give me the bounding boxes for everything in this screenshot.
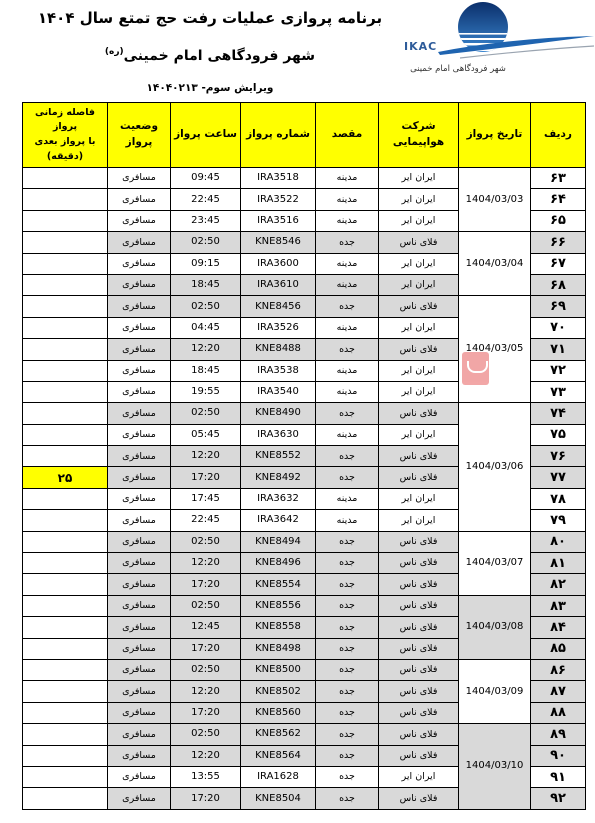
destination-cell: مدینه (316, 274, 379, 295)
column-header-gap-to-next: فاصله زمانی پرواز با پرواز بعدی (دقیقه) (23, 103, 108, 168)
gap-to-next-cell (23, 574, 108, 595)
gap-to-next-cell (23, 531, 108, 552)
row-number-cell: ۷۷ (531, 467, 586, 488)
row-number-cell: ۷۳ (531, 381, 586, 402)
flight-number-cell: KNE8456 (241, 296, 316, 317)
flight-time-cell: 12:45 (171, 617, 241, 638)
flight-status-cell: مسافری (108, 296, 171, 317)
table-row (23, 232, 586, 253)
gap-to-next-cell (23, 745, 108, 766)
row-number-cell: ۸۸ (531, 702, 586, 723)
column-header-flight-time: ساعت پرواز (171, 103, 241, 168)
flight-time-cell: 13:55 (171, 766, 241, 787)
gap-to-next-cell (23, 724, 108, 745)
gap-to-next-cell (23, 317, 108, 338)
subtitle-text: شهر فرودگاهی امام خمینی (123, 48, 316, 64)
flight-status-cell: مسافری (108, 488, 171, 509)
airline-cell: فلای ناس (379, 296, 459, 317)
airline-cell: ایران ایر (379, 317, 459, 338)
airline-cell: ایران ایر (379, 424, 459, 445)
gap-to-next-cell (23, 424, 108, 445)
airline-cell: فلای ناس (379, 446, 459, 467)
gap-to-next-cell (23, 253, 108, 274)
flight-status-cell: مسافری (108, 424, 171, 445)
airline-cell: ایران ایر (379, 381, 459, 402)
flight-status-cell: مسافری (108, 766, 171, 787)
destination-cell: جده (316, 724, 379, 745)
flight-time-cell: 17:45 (171, 488, 241, 509)
flight-time-cell: 12:20 (171, 681, 241, 702)
row-number-cell: ۸۳ (531, 595, 586, 616)
destination-cell: جده (316, 659, 379, 680)
flight-status-cell: مسافری (108, 339, 171, 360)
flight-time-cell: 22:45 (171, 510, 241, 531)
flight-number-cell: IRA3600 (241, 253, 316, 274)
flight-time-cell: 17:20 (171, 788, 241, 809)
airline-cell: فلای ناس (379, 403, 459, 424)
flight-time-cell: 17:20 (171, 638, 241, 659)
flight-status-cell: مسافری (108, 681, 171, 702)
gap-to-next-cell: ۲۵ (23, 467, 108, 488)
flight-number-cell: KNE8558 (241, 617, 316, 638)
flight-status-cell: مسافری (108, 510, 171, 531)
flight-date-cell: 1404/03/09 (459, 659, 531, 723)
row-number-cell: ۸۷ (531, 681, 586, 702)
flight-number-cell: KNE8562 (241, 724, 316, 745)
airline-cell: فلای ناس (379, 553, 459, 574)
row-number-cell: ۷۱ (531, 339, 586, 360)
destination-cell: مدینه (316, 317, 379, 338)
destination-cell: جده (316, 702, 379, 723)
destination-cell: مدینه (316, 488, 379, 509)
destination-cell: جده (316, 638, 379, 659)
flight-number-cell: KNE8560 (241, 702, 316, 723)
flight-date-cell: 1404/03/06 (459, 403, 531, 531)
watermark-stamp (462, 352, 489, 385)
row-number-cell: ۷۴ (531, 403, 586, 424)
flight-status-cell: مسافری (108, 253, 171, 274)
flight-time-cell: 18:45 (171, 360, 241, 381)
flight-number-cell: KNE8488 (241, 339, 316, 360)
subtitle-honorific: (ره) (104, 47, 124, 57)
airport-city-subtitle (30, 47, 390, 64)
column-header-flight-status: وضعیت پرواز (108, 103, 171, 168)
destination-cell: جده (316, 574, 379, 595)
flight-number-cell: IRA3642 (241, 510, 316, 531)
gap-to-next-cell (23, 788, 108, 809)
flight-status-cell: مسافری (108, 232, 171, 253)
gap-to-next-cell (23, 638, 108, 659)
gap-to-next-cell (23, 274, 108, 295)
flight-time-cell: 18:45 (171, 274, 241, 295)
flight-status-cell: مسافری (108, 210, 171, 231)
flight-time-cell: 17:20 (171, 702, 241, 723)
gap-to-next-cell (23, 381, 108, 402)
gap-to-next-cell (23, 488, 108, 509)
destination-cell: مدینه (316, 253, 379, 274)
flight-time-cell: 17:20 (171, 467, 241, 488)
airline-cell: ایران ایر (379, 360, 459, 381)
airline-cell: فلای ناس (379, 659, 459, 680)
destination-cell: مدینه (316, 189, 379, 210)
row-number-cell: ۷۶ (531, 446, 586, 467)
gap-to-next-cell (23, 360, 108, 381)
flight-number-cell: KNE8498 (241, 638, 316, 659)
flight-number-cell: IRA1628 (241, 766, 316, 787)
flight-time-cell: 12:20 (171, 339, 241, 360)
ikac-logo (400, 0, 595, 82)
flight-status-cell: مسافری (108, 403, 171, 424)
destination-cell: مدینه (316, 210, 379, 231)
table-header-row (23, 103, 586, 168)
airline-cell: فلای ناس (379, 467, 459, 488)
flight-number-cell: IRA3518 (241, 168, 316, 189)
gap-to-next-cell (23, 510, 108, 531)
row-number-cell: ۸۵ (531, 638, 586, 659)
flight-status-cell: مسافری (108, 360, 171, 381)
gap-to-next-cell (23, 766, 108, 787)
destination-cell: جده (316, 595, 379, 616)
flight-time-cell: 23:45 (171, 210, 241, 231)
flight-number-cell: KNE8564 (241, 745, 316, 766)
destination-cell: مدینه (316, 360, 379, 381)
flight-status-cell: مسافری (108, 659, 171, 680)
destination-cell: جده (316, 531, 379, 552)
row-number-cell: ۸۰ (531, 531, 586, 552)
flight-time-cell: 02:50 (171, 232, 241, 253)
row-number-cell: ۷۲ (531, 360, 586, 381)
row-number-cell: ۷۰ (531, 317, 586, 338)
gap-to-next-cell (23, 403, 108, 424)
destination-cell: جده (316, 766, 379, 787)
flight-status-cell: مسافری (108, 189, 171, 210)
flight-status-cell: مسافری (108, 745, 171, 766)
flight-date-cell: 1404/03/03 (459, 168, 531, 232)
destination-cell: جده (316, 403, 379, 424)
airline-cell: ایران ایر (379, 253, 459, 274)
flight-time-cell: 19:55 (171, 381, 241, 402)
row-number-cell: ۶۷ (531, 253, 586, 274)
flight-time-cell: 12:20 (171, 446, 241, 467)
flight-schedule-table (22, 102, 586, 810)
airline-cell: ایران ایر (379, 488, 459, 509)
table-row (23, 296, 586, 317)
flight-number-cell: IRA3526 (241, 317, 316, 338)
flight-number-cell: IRA3630 (241, 424, 316, 445)
flight-number-cell: KNE8490 (241, 403, 316, 424)
flight-number-cell: KNE8556 (241, 595, 316, 616)
destination-cell: مدینه (316, 381, 379, 402)
row-number-cell: ۹۱ (531, 766, 586, 787)
flight-date-cell: 1404/03/04 (459, 232, 531, 296)
flight-status-cell: مسافری (108, 702, 171, 723)
flight-number-cell: KNE8500 (241, 659, 316, 680)
destination-cell: جده (316, 745, 379, 766)
destination-cell: جده (316, 232, 379, 253)
flight-number-cell: IRA3540 (241, 381, 316, 402)
airline-cell: فلای ناس (379, 702, 459, 723)
table-row (23, 724, 586, 745)
destination-cell: جده (316, 553, 379, 574)
flight-time-cell: 02:50 (171, 403, 241, 424)
flight-number-cell: IRA3610 (241, 274, 316, 295)
flight-time-cell: 04:45 (171, 317, 241, 338)
flight-status-cell: مسافری (108, 553, 171, 574)
flight-status-cell: مسافری (108, 638, 171, 659)
row-number-cell: ۶۵ (531, 210, 586, 231)
flight-status-cell: مسافری (108, 446, 171, 467)
flight-date-cell: 1404/03/10 (459, 724, 531, 810)
row-number-cell: ۷۵ (531, 424, 586, 445)
airline-cell: فلای ناس (379, 638, 459, 659)
flight-number-cell: IRA3516 (241, 210, 316, 231)
row-number-cell: ۸۶ (531, 659, 586, 680)
row-number-cell: ۹۲ (531, 788, 586, 809)
flight-number-cell: IRA3632 (241, 488, 316, 509)
flight-status-cell: مسافری (108, 574, 171, 595)
row-number-cell: ۶۳ (531, 168, 586, 189)
gap-to-next-cell (23, 339, 108, 360)
table-row (23, 168, 586, 189)
flight-number-cell: KNE8504 (241, 788, 316, 809)
flight-time-cell: 02:50 (171, 659, 241, 680)
airline-cell: فلای ناس (379, 595, 459, 616)
flight-time-cell: 05:45 (171, 424, 241, 445)
row-number-cell: ۷۸ (531, 488, 586, 509)
airline-cell: ایران ایر (379, 510, 459, 531)
destination-cell: جده (316, 446, 379, 467)
destination-cell: جده (316, 296, 379, 317)
column-header-airline: شرکت هواپیمایی (379, 103, 459, 168)
row-number-cell: ۹۰ (531, 745, 586, 766)
destination-cell: جده (316, 339, 379, 360)
airline-cell: فلای ناس (379, 531, 459, 552)
flight-number-cell: IRA3538 (241, 360, 316, 381)
flight-number-cell: KNE8494 (241, 531, 316, 552)
gap-to-next-cell (23, 296, 108, 317)
row-number-cell: ۶۶ (531, 232, 586, 253)
table-row (23, 403, 586, 424)
logo-caption: شهر فرودگاهی امام خمینی (410, 64, 506, 74)
destination-cell: مدینه (316, 424, 379, 445)
flight-status-cell: مسافری (108, 274, 171, 295)
destination-cell: جده (316, 467, 379, 488)
airline-cell: ایران ایر (379, 210, 459, 231)
gap-to-next-cell (23, 659, 108, 680)
flight-time-cell: 12:20 (171, 553, 241, 574)
flight-date-cell: 1404/03/08 (459, 595, 531, 659)
flight-status-cell: مسافری (108, 617, 171, 638)
table-body (23, 168, 586, 810)
gap-to-next-cell (23, 681, 108, 702)
version-label: ویرایش سوم- ۱۴۰۴۰۲۱۳ (146, 82, 274, 94)
page-title: برنامه پروازی عملیات رفت حج تمتع سال ۱۴۰۴ (37, 9, 383, 27)
column-header-destination: مقصد (316, 103, 379, 168)
flight-number-cell: KNE8502 (241, 681, 316, 702)
row-number-cell: ۶۹ (531, 296, 586, 317)
flight-time-cell: 17:20 (171, 574, 241, 595)
flight-status-cell: مسافری (108, 381, 171, 402)
airline-cell: فلای ناس (379, 574, 459, 595)
flight-time-cell: 12:20 (171, 745, 241, 766)
airline-cell: ایران ایر (379, 766, 459, 787)
column-header-flight-date: تاریخ پرواز (459, 103, 531, 168)
row-number-cell: ۶۴ (531, 189, 586, 210)
airline-cell: ایران ایر (379, 274, 459, 295)
flight-status-cell: مسافری (108, 168, 171, 189)
airline-cell: فلای ناس (379, 617, 459, 638)
flight-status-cell: مسافری (108, 788, 171, 809)
gap-to-next-cell (23, 232, 108, 253)
airline-cell: ایران ایر (379, 168, 459, 189)
airline-cell: فلای ناس (379, 745, 459, 766)
airline-cell: فلای ناس (379, 788, 459, 809)
logo-wordmark: IKAC (404, 40, 438, 53)
airline-cell: فلای ناس (379, 232, 459, 253)
gap-to-next-cell (23, 595, 108, 616)
gap-to-next-cell (23, 210, 108, 231)
flight-status-cell: مسافری (108, 724, 171, 745)
gap-to-next-cell (23, 189, 108, 210)
airline-cell: فلای ناس (379, 724, 459, 745)
flight-status-cell: مسافری (108, 317, 171, 338)
flight-status-cell: مسافری (108, 595, 171, 616)
destination-cell: مدینه (316, 510, 379, 531)
row-number-cell: ۸۹ (531, 724, 586, 745)
table-row (23, 595, 586, 616)
row-number-cell: ۸۱ (531, 553, 586, 574)
flight-time-cell: 02:50 (171, 531, 241, 552)
flight-number-cell: KNE8546 (241, 232, 316, 253)
gap-to-next-cell (23, 446, 108, 467)
flight-time-cell: 02:50 (171, 296, 241, 317)
flight-time-cell: 02:50 (171, 724, 241, 745)
flight-number-cell: KNE8554 (241, 574, 316, 595)
gap-to-next-cell (23, 168, 108, 189)
flight-status-cell: مسافری (108, 467, 171, 488)
row-number-cell: ۷۹ (531, 510, 586, 531)
airline-cell: فلای ناس (379, 681, 459, 702)
flight-number-cell: IRA3522 (241, 189, 316, 210)
destination-cell: مدینه (316, 168, 379, 189)
destination-cell: جده (316, 788, 379, 809)
table-row (23, 659, 586, 680)
flight-time-cell: 22:45 (171, 189, 241, 210)
flight-date-cell: 1404/03/05 (459, 296, 531, 403)
flight-date-cell: 1404/03/07 (459, 531, 531, 595)
gap-to-next-cell (23, 702, 108, 723)
destination-cell: جده (316, 681, 379, 702)
table-row (23, 531, 586, 552)
column-header-row-number: ردیف (531, 103, 586, 168)
flight-time-cell: 02:50 (171, 595, 241, 616)
gap-to-next-cell (23, 617, 108, 638)
airline-cell: ایران ایر (379, 189, 459, 210)
row-number-cell: ۸۴ (531, 617, 586, 638)
flight-number-cell: KNE8492 (241, 467, 316, 488)
flight-time-cell: 09:45 (171, 168, 241, 189)
column-header-flight-number: شماره پرواز (241, 103, 316, 168)
airline-cell: فلای ناس (379, 339, 459, 360)
flight-time-cell: 09:15 (171, 253, 241, 274)
flight-number-cell: KNE8552 (241, 446, 316, 467)
flight-status-cell: مسافری (108, 531, 171, 552)
destination-cell: جده (316, 617, 379, 638)
flight-number-cell: KNE8496 (241, 553, 316, 574)
row-number-cell: ۶۸ (531, 274, 586, 295)
gap-to-next-cell (23, 553, 108, 574)
row-number-cell: ۸۲ (531, 574, 586, 595)
